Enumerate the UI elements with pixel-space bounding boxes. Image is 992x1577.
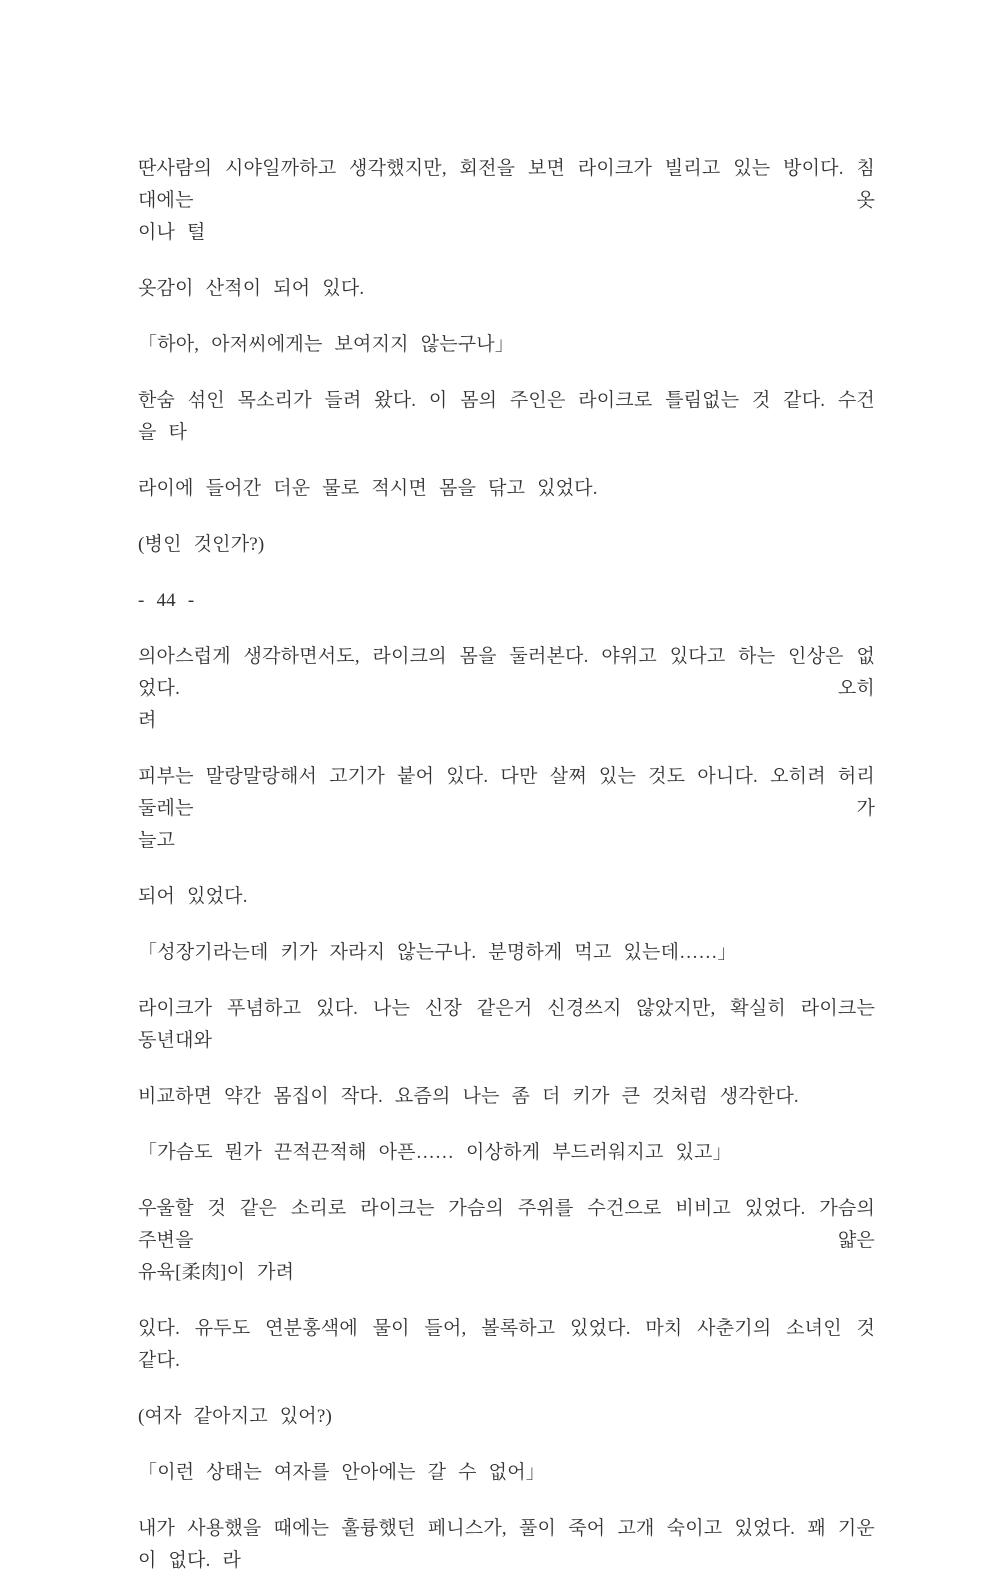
paragraph-dialogue <box>138 1457 875 1489</box>
text-line: 이나 털 <box>138 222 206 243</box>
paragraph-thought <box>138 529 875 561</box>
paragraph-narration <box>138 153 875 249</box>
text-line: 한숨 섞인 목소리가 들려 왔다. 이 몸의 주인은 라이크로 틀림없는 것 같다. 수건을 타 <box>138 390 875 443</box>
text-line: 라이크가 푸념하고 있다. 나는 신장 같은거 신경쓰지 않았지만, 확실히 라이크는 동년대와 <box>138 998 875 1051</box>
text-line: 있다. 유두도 연분홍색에 물이 들어, 볼록하고 있었다. 마치 사춘기의 소녀인 것 같다. <box>138 1318 875 1371</box>
text-line: 딴사람의 시야일까하고 생각했지만, 회전을 보면 라이크가 빌리고 있는 방이다. 침대에는 옷 <box>138 158 875 211</box>
paragraph-thought <box>138 1401 875 1433</box>
paragraph-narration <box>138 1313 875 1377</box>
paragraph-dialogue <box>138 1137 875 1169</box>
paragraph-narration <box>138 273 875 305</box>
paragraph-narration <box>138 1081 875 1113</box>
page-number <box>138 585 875 617</box>
text-line: 유육[柔肉]이 가려 <box>138 1262 295 1283</box>
paragraph-narration <box>138 1193 875 1289</box>
text-line: 내가 사용했을 때에는 훌륭했던 페니스가, 풀이 죽어 고개 숙이고 있었다. 꽤 기운이 없다. 라 <box>138 1518 875 1571</box>
text-line: 「하아, 아저씨에게는 보여지지 않는구나」 <box>138 334 515 355</box>
text-line: (여자 같아지고 있어?) <box>138 1406 333 1427</box>
text-line: 옷감이 산적이 되어 있다. <box>138 278 365 299</box>
text-line: 「성장기라는데 키가 자라지 않는구나. 분명하게 먹고 있는데……」 <box>138 942 737 963</box>
text-line: 우울할 것 같은 소리로 라이크는 가슴의 주위를 수건으로 비비고 있었다. 가슴의 주변을 얇은 <box>138 1198 875 1251</box>
text-line: 「이런 상태는 여자를 안아에는 갈 수 없어」 <box>138 1462 545 1483</box>
text-line: - 44 - <box>138 590 195 611</box>
paragraph-narration <box>138 473 875 505</box>
paragraph-narration <box>138 993 875 1057</box>
text-line: 라이에 들어간 더운 물로 적시면 몸을 닦고 있었다. <box>138 478 598 499</box>
paragraph-narration <box>138 1513 875 1577</box>
text-line: (병인 것인가?) <box>138 534 265 555</box>
text-line: 의아스럽게 생각하면서도, 라이크의 몸을 둘러본다. 야위고 있다고 하는 인상은 없었다. 오히 <box>138 646 875 699</box>
text-line: 늘고 <box>138 830 176 851</box>
text-line: 「가슴도 뭔가 끈적끈적해 아픈…… 이상하게 부드러워지고 있고」 <box>138 1142 732 1163</box>
text-line: 되어 있었다. <box>138 886 248 907</box>
text-line: 려 <box>138 710 157 731</box>
paragraph-dialogue <box>138 937 875 969</box>
paragraph-narration <box>138 881 875 913</box>
text-line: 피부는 말랑말랑해서 고기가 붙어 있다. 다만 살쪄 있는 것도 아니다. 오히려 허리 둘레는 가 <box>138 766 875 819</box>
paragraph-narration <box>138 761 875 857</box>
paragraph-narration <box>138 385 875 449</box>
text-line: 비교하면 약간 몸집이 작다. 요즘의 나는 좀 더 키가 큰 것처럼 생각한다. <box>138 1086 799 1107</box>
paragraph-dialogue <box>138 329 875 361</box>
paragraph-narration <box>138 641 875 737</box>
